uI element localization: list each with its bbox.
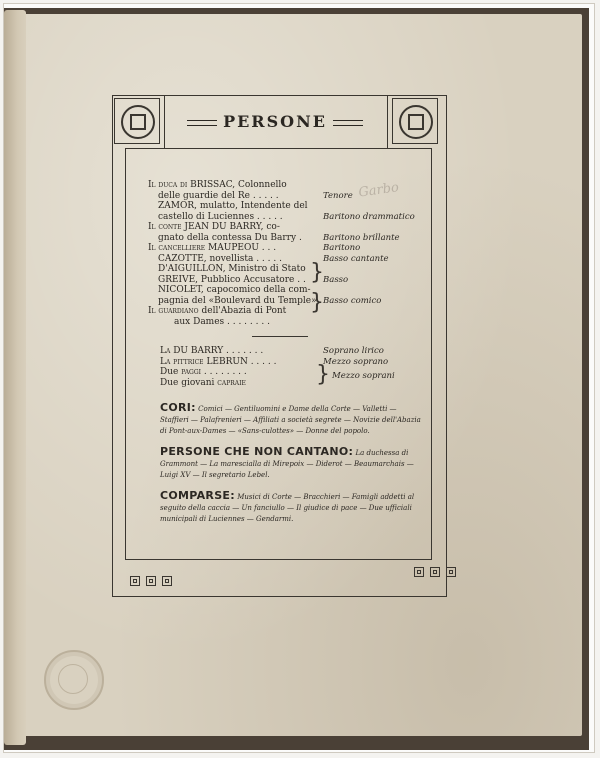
comparse-heading: COMPARSE: [160,489,235,502]
cast-row: La DU BARRY . . . . . . . Soprano lirico [160,346,384,356]
page-binding [4,10,26,745]
cast-row: gnato della contessa Du Barry . Baritono brillante [158,232,400,243]
pencil-annotation: Garbo [357,180,400,201]
cast-list-female [160,346,430,388]
cast-row: La pittrice LEBRUN . . . . . Mezzo soprano [160,356,389,367]
corner-ornament-right-icon [392,98,438,144]
bottom-ornament-icon [130,576,140,586]
cast-row: ZAMOR, mulatto, Intendente del [158,201,308,211]
cast-row: Il conte JEAN DU BARRY, co- [148,222,280,232]
embossed-stamp-icon [44,650,104,710]
cast-list-male [148,180,438,327]
cast-row: CAZOTTE, novellista . . . . . Basso cantante [158,253,389,264]
cast-row: GREIVE, Pubblico Accusatore . . Basso [158,274,349,285]
comparse-text: Musici di Corte — Bracchieri — Famigli addetti al seguito della caccia — Un fanciullo — Il giudice di pace — Due ufficiali municipali di Luciennes — Gendarmi. [160,493,415,523]
cast-row: aux Dames . . . . . . . . [174,316,270,327]
cast-row: D'AIGUILLON, Ministro di Stato [158,264,306,274]
cast-row: Il guardiano dell'Abazia di Pont [148,306,287,316]
non-cantano-heading: PERSONE CHE NON CANTANO: [160,445,354,458]
cast-row: castello di Luciennes . . . . . Baritono drammatico [158,211,415,222]
brace-comico-icon: } [310,290,324,315]
cori-text: Comici — Gentiluomini e Dame della Corte — Valletti — Staffieri — Palafrenieri — Affiliati a società segrete — Novizie dell'Abazia di Pont-aux-Dames — «Sans-culottes» — Donne del popolo. [160,405,421,435]
bottom-ornament-icon [430,567,440,577]
bottom-ornament-icon [162,576,172,586]
non-cantano-section [160,446,422,481]
cast-divider [252,336,308,337]
cast-row: Il duca di BRISSAC, Colonnello [148,180,287,190]
cast-row: Due giovani capraie [160,377,246,388]
cast-row: Due paggi . . . . . . . . Mezzo soprani [160,367,395,381]
brace-basso-icon: } [310,260,324,285]
corner-ornament-left-icon [114,98,160,144]
page-title: PERSONE [223,112,327,131]
cast-row: delle guardie del Re . . . . . Tenore [158,190,353,201]
bottom-ornament-icon [414,567,424,577]
bottom-ornament-icon [146,576,156,586]
brace-mezzo-icon: } [316,362,330,387]
comparse-section [160,490,422,525]
cast-row: pagnia del «Boulevard du Temple» Basso comico [158,295,382,306]
page-heading [164,112,386,131]
bottom-ornament-icon [446,567,456,577]
cast-row: Il cancelliere MAUPEOU . . . Baritono [148,243,361,253]
cori-section [160,402,422,437]
cast-row: NICOLET, capocomico della com- [158,285,311,295]
non-cantano-text: La duchessa di Grammont — La marescialla di Mirepoix — Diderot — Beaumarchais — Luigi XV — Il segretario Lebel. [160,449,414,479]
cori-heading: CORI: [160,401,196,414]
